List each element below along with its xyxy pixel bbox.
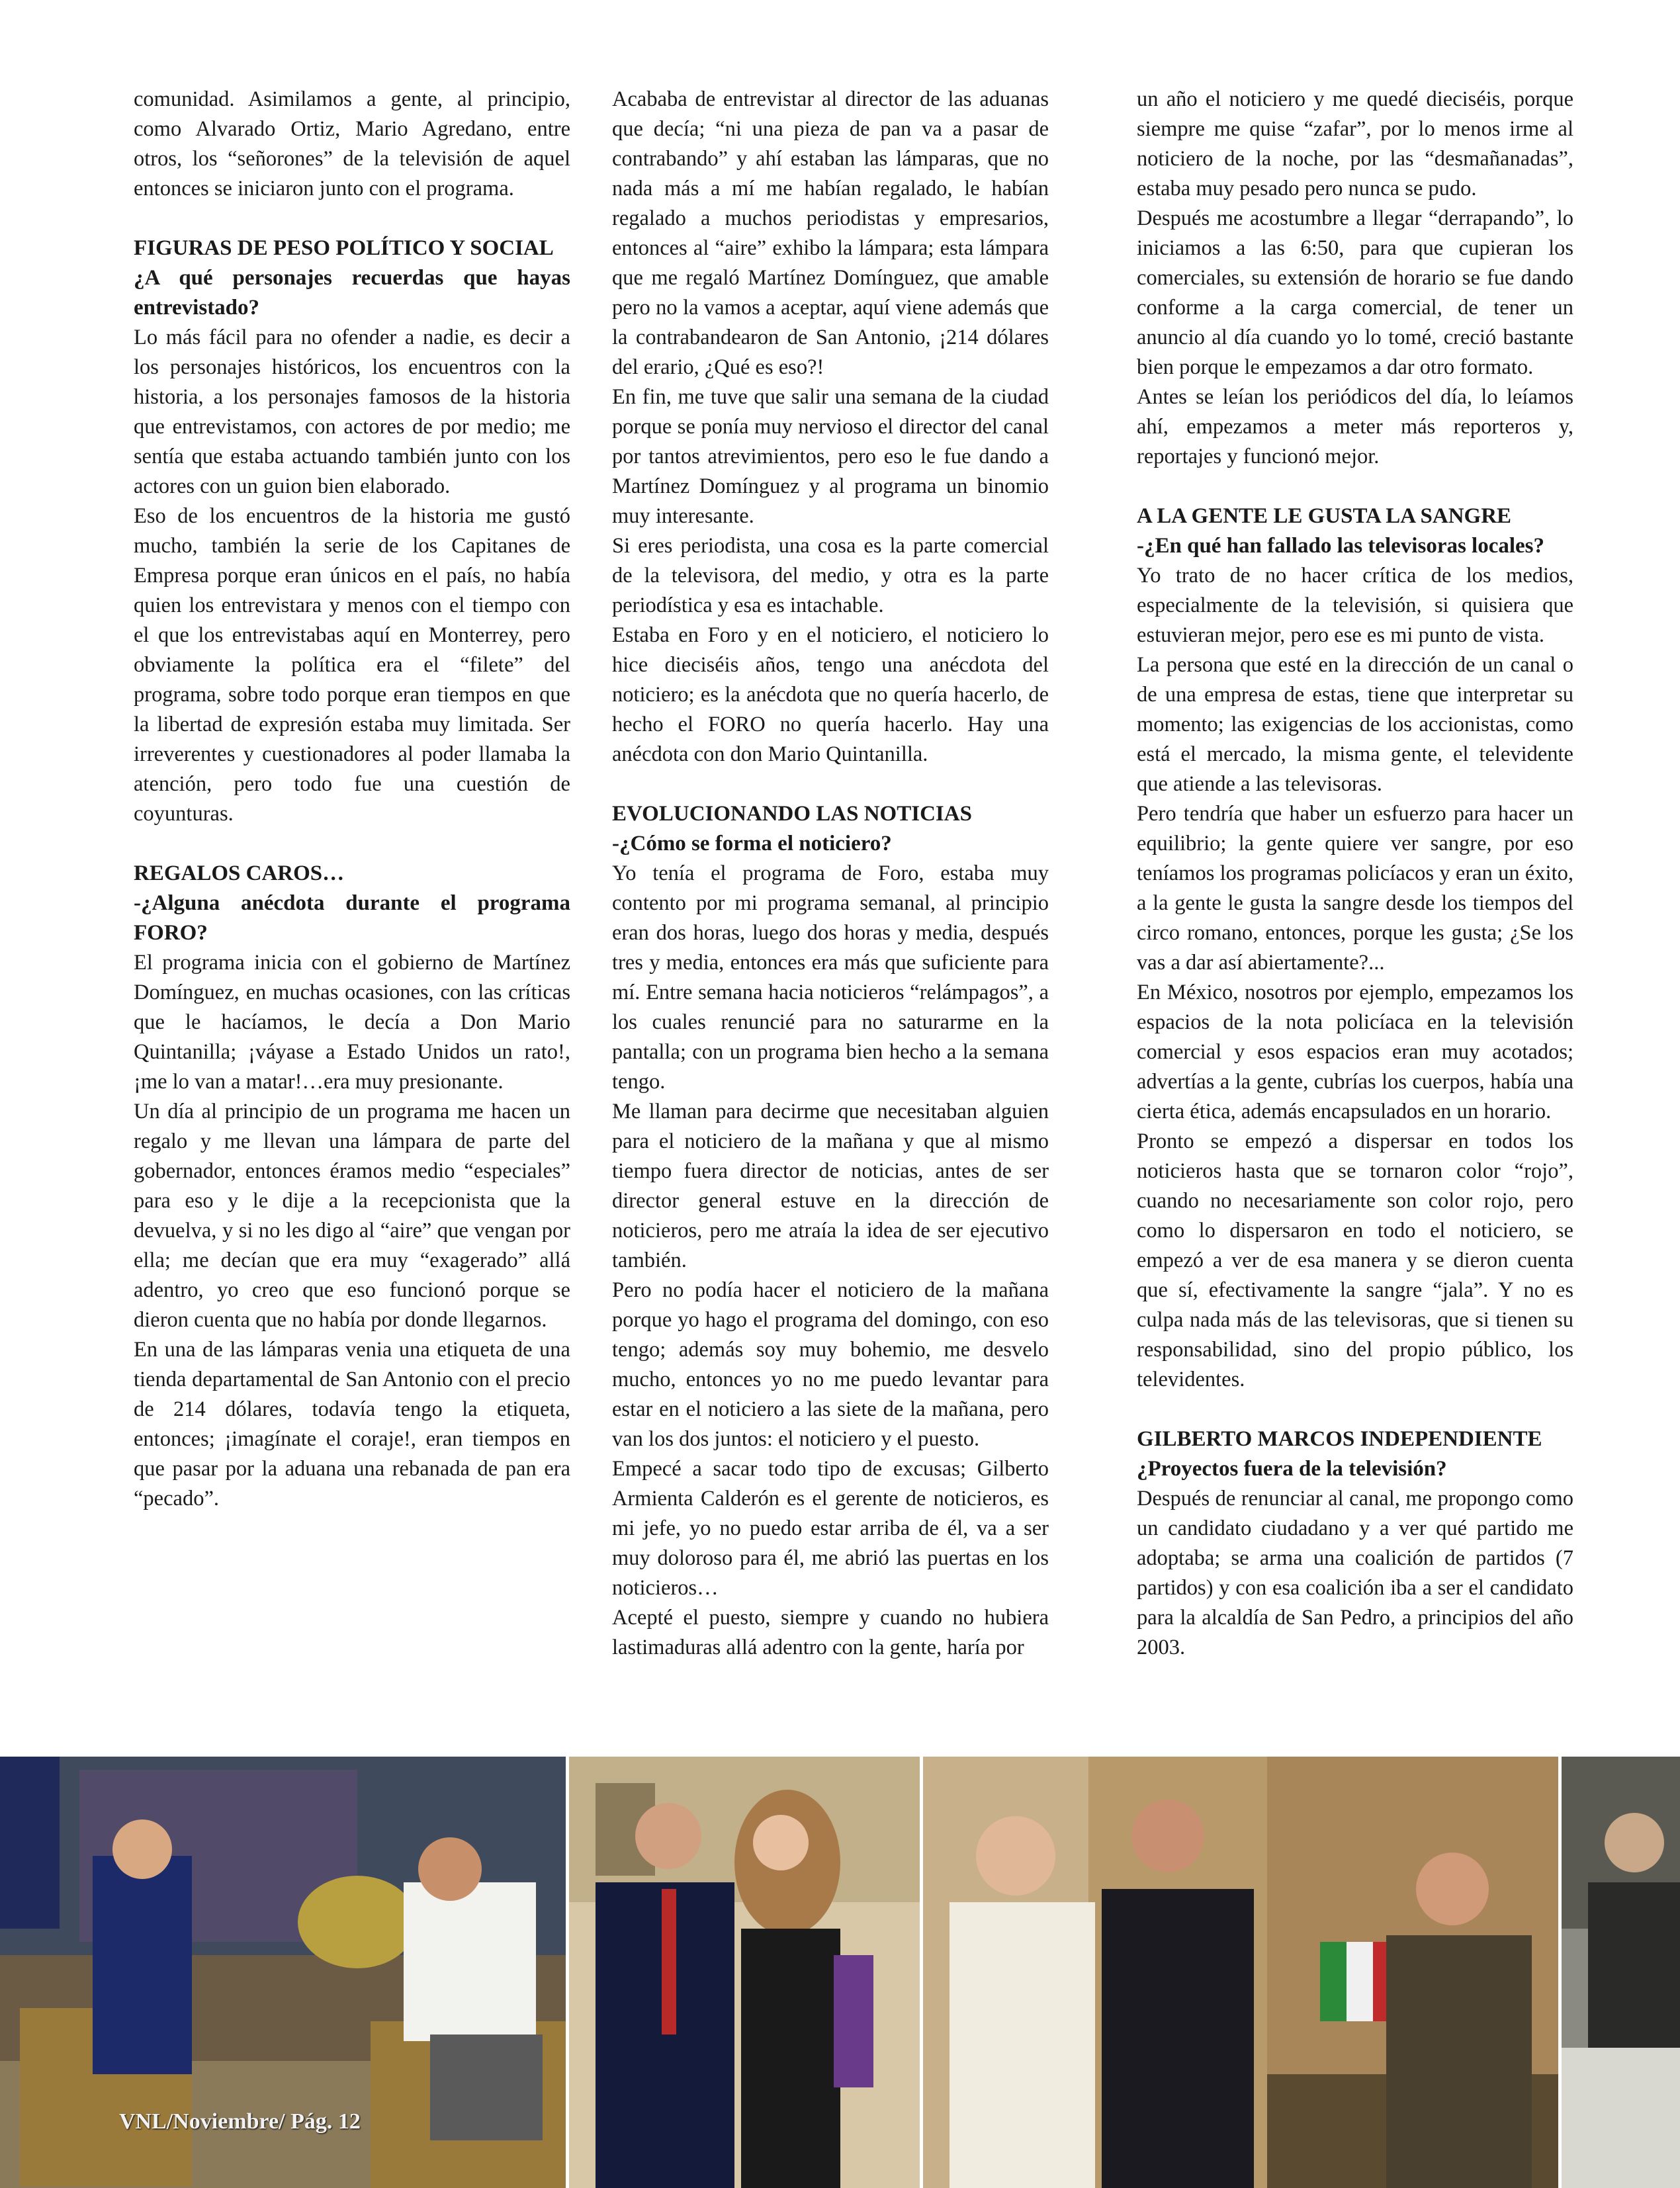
paragraph: Me llaman para decirme que necesitaban alguien para el noticiero de la mañana y que al mismo tiempo fuera director de noticias, antes de ser director general estuve en la dirección de noticieros, pero me atraía la idea de ser ejecutivo también.: [612, 1100, 1049, 1272]
photo-couple: [569, 1757, 920, 2188]
section-heading: A LA GENTE LE GUSTA LA SANGRE: [1137, 504, 1512, 528]
article-column-3: [1137, 85, 1573, 1663]
paragraph: Si eres periodista, una cosa es la parte comercial de la televisora, del medio, y otra es la parte periodística y esa es intachable.: [612, 534, 1049, 617]
section-heading: GILBERTO MARCOS INDEPENDIENTE: [1137, 1427, 1542, 1451]
paragraph: Empecé a sacar todo tipo de excusas; Gilberto Armienta Calderón es el gerente de noticieros, es mi jefe, yo no puedo estar arriba de él, va a ser muy doloroso para él, me abrió las puertas en los noticieros…: [612, 1457, 1049, 1600]
paragraph: Yo trato de no hacer crítica de los medios, especialmente de la televisión, si quisiera que estuvieran mejor, pero ese es mi punto de vista.: [1137, 564, 1573, 647]
paragraph: Acepté el puesto, siempre y cuando no hubiera lastimaduras allá adentro con la gente, haría por: [612, 1606, 1049, 1659]
paragraph: Estaba en Foro y en el noticiero, el noticiero lo hice dieciséis años, tengo una anécdota del noticiero; es la anécdota que no quería hacerlo, de hecho el FORO no quería hacerlo. Hay una anécdota con don Mario Quintanilla.: [612, 623, 1049, 766]
interview-question: ¿A qué personajes recuerdas que hayas entrevistado?: [134, 266, 570, 320]
photo-man-seated-image: [1562, 1757, 1680, 2188]
section-heading: REGALOS CAROS…: [134, 861, 345, 885]
paragraph: Eso de los encuentros de la historia me gustó mucho, también la serie de los Capitanes de Empresa porque eran únicos en el país, no había quien los entrevistara y menos con el tiempo con el que los entrevistabas aquí en Monterrey, pero obviamente la política era el “filete” del programa, sobre todo porque eran tiempos en que la libertad de expresión estaba muy limitada. Ser irreverentes y cuestionadores al poder llamaba la atención, pero todo fue una cuestión de coyunturas.: [134, 504, 570, 826]
paragraph: Un día al principio de un programa me hacen un regalo y me llevan una lámpara de parte del gobernador, entonces éramos medio “especiales” para eso y le dije a la recepcionista que la devuelva, y si no les digo al “aire” que vengan por ella; me decían que era muy “exagerado” allá adentro, yo creo que eso funcionó porque se dieron cuenta que no había por donde llegarnos.: [134, 1100, 570, 1332]
photo-group: [923, 1757, 1558, 2188]
paragraph: Pero no podía hacer el noticiero de la mañana porque yo hago el programa del domingo, con eso tengo; además soy muy bohemio, me desvelo mucho, entonces yo no me puedo levantar para estar en el noticiero a las siete de la mañana, pero van los dos juntos: el noticiero y el puesto.: [612, 1278, 1049, 1451]
interview-question: -¿Cómo se forma el noticiero?: [612, 832, 892, 855]
article-column-1: [134, 85, 570, 1514]
article-column-2: [612, 85, 1049, 1663]
paragraph: Pero tendría que haber un esfuerzo para hacer un equilibrio; la gente quiere ver sangre, por eso teníamos los programas policíacos y eran un éxito, a la gente le gusta la sangre desde los tiempos del circo romano, entonces, porque les gusta; ¿Se los vas a dar así abiertamente?...: [1137, 802, 1573, 975]
paragraph: un año el noticiero y me quedé dieciséis, porque siempre me quise “zafar”, por lo menos irme al noticiero de la noche, por las “desmañanadas”, estaba muy pesado pero nunca se pudo.: [1137, 87, 1573, 200]
paragraph: En fin, me tuve que salir una semana de la ciudad porque se ponía muy nervioso el director del canal por tantos atrevimientos, pero eso le fue dando a Martínez Domínguez y al programa un binomio muy interesante.: [612, 385, 1049, 528]
paragraph: El programa inicia con el gobierno de Martínez Domínguez, en muchas ocasiones, con las críticas que le hacíamos, le decía a Don Mario Quintanilla; ¡váyase a Estado Unidos un rato!, ¡me lo van a matar!…era muy presionante.: [134, 951, 570, 1094]
paragraph: Después me acostumbre a llegar “derrapando”, lo iniciamos a las 6:50, para que cupieran los comerciales, su extensión de horario se fue dando conforme a la carga comercial, de tener un anuncio al día cuando yo lo tomé, creció bastante bien porque le empezamos a dar otro formato.: [1137, 206, 1573, 379]
interview-question: ¿Proyectos fuera de la televisión?: [1137, 1457, 1447, 1481]
page-footer: VNL/Noviembre/ Pág. 12: [119, 2109, 361, 2134]
paragraph: Acababa de entrevistar al director de las aduanas que decía; “ni una pieza de pan va a pasar de contrabando” y ahí estaban las lámparas, que no nada más a mí me habían regalado, le habían regalado a muchos periodistas y empresarios, entonces al “aire” exhibo la lámpara; esta lámpara que me regaló Martínez Domínguez, que amable pero no la vamos a aceptar, aquí viene además que la contrabandearon de San Antonio, ¡214 dólares del erario, ¿Qué es eso?!: [612, 87, 1049, 379]
paragraph: Lo más fácil para no ofender a nadie, es decir a los personajes históricos, los encuentros con la historia, a los personajes famosos de la historia que entrevistamos, con actores de por medio; me sentía que estaba actuando también junto con los actores con un guion bien elaborado.: [134, 326, 570, 498]
section-heading: FIGURAS DE PESO POLÍTICO Y SOCIAL: [134, 236, 554, 260]
paragraph: En una de las lámparas venia una etiqueta de una tienda departamental de San Antonio con el precio de 214 dólares, todavía tengo la etiqueta, entonces; ¡imagínate el coraje!, eran tiempos en que pasar por la aduana una rebanada de pan era “pecado”.: [134, 1338, 570, 1510]
paragraph: Yo tenía el programa de Foro, estaba muy contento por mi programa semanal, al principio eran dos horas, luego dos horas y media, después tres y media, entonces era más que suficiente para mí. Entre semana hacia noticieros “relámpagos”, a los cuales renuncié para no saturarme en la pantalla; con un programa bien hecho a la semana tengo.: [612, 861, 1049, 1094]
paragraph: En México, nosotros por ejemplo, empezamos los espacios de la nota policíaca en la televisión comercial y esos espacios eran muy acotados; advertías a la gente, cubrías los cuerpos, había una cierta ética, además encapsulados en un horario.: [1137, 981, 1573, 1123]
section-heading: EVOLUCIONANDO LAS NOTICIAS: [612, 802, 972, 826]
interview-question: -¿En qué han fallado las televisoras locales?: [1137, 534, 1545, 558]
photo-couple-image: [569, 1757, 920, 2188]
paragraph: Antes se leían los periódicos del día, lo leíamos ahí, empezamos a meter más reporteros y, reportajes y funcionó mejor.: [1137, 385, 1573, 468]
paragraph: Pronto se empezó a dispersar en todos los noticieros hasta que se tornaron color “rojo”, cuando no necesariamente son color rojo, pero como lo dispersaron en todo el noticiero, se empezó a ver de esa manera y se dieron cuenta que sí, efectivamente la sangre “jala”. Y no es culpa nada más de las televisoras, que si tienen su responsabilidad, sino del propio público, los televidentes.: [1137, 1129, 1573, 1391]
interview-question: -¿Alguna anécdota durante el programa FORO?: [134, 891, 570, 945]
photo-group-image: [923, 1757, 1558, 2188]
paragraph: Después de renunciar al canal, me propongo como un candidato ciudadano y a ver qué partido me adoptaba; se arma una coalición de partidos (7 partidos) y con esa coalición iba a ser el candidato para la alcaldía de San Pedro, a principios del año 2003.: [1137, 1487, 1573, 1659]
photo-man-seated: [1562, 1757, 1680, 2188]
paragraph: La persona que esté en la dirección de un canal o de una empresa de estas, tiene que interpretar su momento; las exigencias de los accionistas, como está el mercado, la misma gente, el televidente que atiende a las televisoras.: [1137, 653, 1573, 796]
paragraph: comunidad. Asimilamos a gente, al principio, como Alvarado Ortiz, Mario Agredano, entre otros, los “señorones” de la televisión de aquel entonces se iniciaron junto con el programa.: [134, 87, 570, 200]
